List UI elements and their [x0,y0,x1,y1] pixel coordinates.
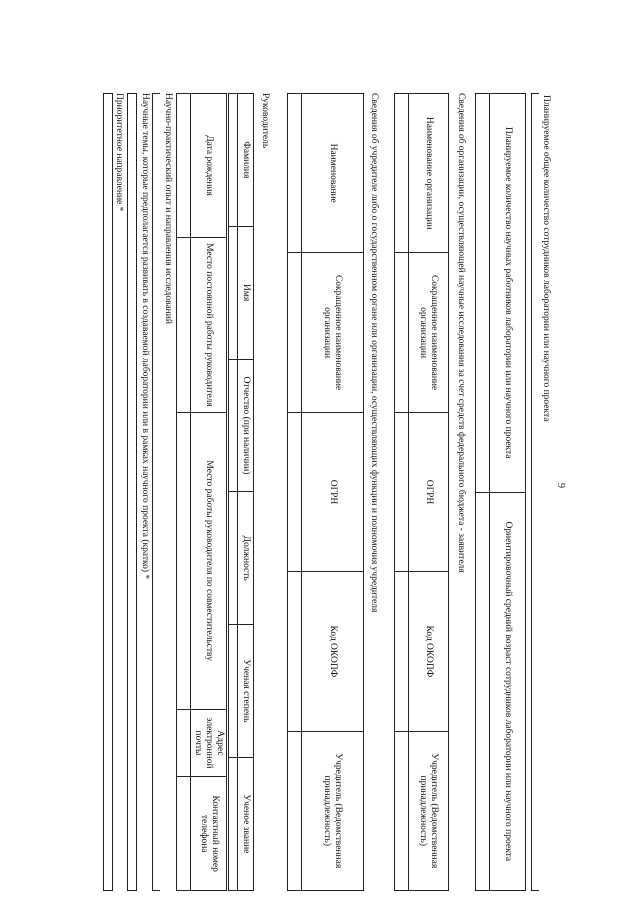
leader-second-work-header: Место работы руководителя по совместительству [191,412,227,709]
staff-age-header: Ориентировочный средний возраст сотрудников лаборатории или научного проекта [490,492,526,891]
organization-table [394,93,449,891]
org-name-value[interactable] [395,94,409,253]
founder-name-header: Наименование [302,94,364,253]
leader-table-row1 [228,93,254,891]
org-okopf-header: Код ОКОПФ [409,572,449,731]
org-short-name-value[interactable] [395,253,409,412]
leader-title-label: Ученое звание [241,794,251,854]
founder-table [287,93,364,891]
founder-heading: Сведения об учредителе либо о государственном органе или организации, осуществляющих функции и полномочия учредителя [369,93,379,613]
leader-second-work-value[interactable] [177,412,191,709]
org-ogrn-header: ОГРН [409,412,449,571]
founder-name-value[interactable] [288,94,302,253]
priority-field[interactable] [103,93,113,891]
leader-name-line [237,227,238,359]
leader-surname-line [237,94,238,226]
founder-short-name-header: Сокращенное наименование организации [302,253,364,412]
leader-position-line [237,492,238,624]
leader-surname-label: Фамилия [241,141,251,179]
staff-age-value[interactable] [476,492,490,891]
organization-heading: Сведения об организации, осуществляющей научные исследования за счет средств федерального бюджета - заявителя [456,93,466,573]
founder-ogrn-header: ОГРН [302,412,364,571]
leader-patronymic-line [237,360,238,492]
leader-surname-cell[interactable] [229,94,254,227]
leader-name-label: Имя [241,284,251,302]
leader-heading: Руководитель [260,93,270,149]
leader-degree-label: Ученая степень [241,659,251,723]
org-name-header: Наименование организации [409,94,449,253]
org-okopf-value[interactable] [395,572,409,731]
leader-title-line [237,758,238,890]
leader-patronymic-cell[interactable] [229,359,254,492]
topics-heading: Научные темы, которые предполагается развивать в создаваемой лаборатории или в рамках научного проекта (кратко) * [140,93,150,580]
leader-email-value[interactable] [177,709,191,777]
founder-okopf-value[interactable] [288,572,302,731]
founder-okopf-header: Код ОКОПФ [302,572,364,731]
founder-dept-value[interactable] [288,731,302,890]
staff-heading: Планируемое общее количество сотрудников лаборатории или научного проекта [541,95,551,422]
experience-heading: Научно-практический опыт и направления исследований [163,93,173,324]
page-number: 9 [555,483,566,488]
leader-position-cell[interactable] [229,492,254,625]
leader-phone-header: Контактный номер телефона [191,777,227,891]
leader-email-header: Адрес электронной почты [191,709,227,777]
leader-birthdate-value[interactable] [177,94,191,238]
staff-table [475,93,526,891]
leader-position-label: Должность [241,535,251,581]
leader-phone-value[interactable] [177,777,191,891]
founder-short-name-value[interactable] [288,253,302,412]
org-ogrn-value[interactable] [395,412,409,571]
leader-degree-cell[interactable] [229,625,254,758]
founder-dept-header: Учредитель (Ведомственная принадлежность) [302,731,364,890]
priority-heading: Приоритетное направление * [114,93,124,212]
org-founder-header: Учредитель (Ведомственная принадлежность) [409,731,449,890]
staff-count-value[interactable] [476,94,490,493]
leader-degree-line [237,625,238,757]
leader-name-cell[interactable] [229,226,254,359]
staff-count-header: Планируемое количество научных работников лаборатории или научного проекта [490,94,526,493]
topics-field[interactable] [127,93,137,891]
org-short-name-header: Сокращенное наименование организации [409,253,449,412]
founder-ogrn-value[interactable] [288,412,302,571]
leader-table-row2 [176,93,227,891]
leader-title-cell[interactable] [229,757,254,890]
rotated-form [100,75,570,905]
staff-heading-bar [531,93,539,891]
org-founder-value[interactable] [395,731,409,890]
leader-birthdate-header: Дата рождения [191,94,227,238]
leader-main-work-header: Место постоянной работы руководителя [191,238,227,413]
experience-field[interactable] [152,93,160,891]
leader-main-work-value[interactable] [177,238,191,413]
leader-patronymic-label: Отчество (при наличии) [241,376,251,475]
